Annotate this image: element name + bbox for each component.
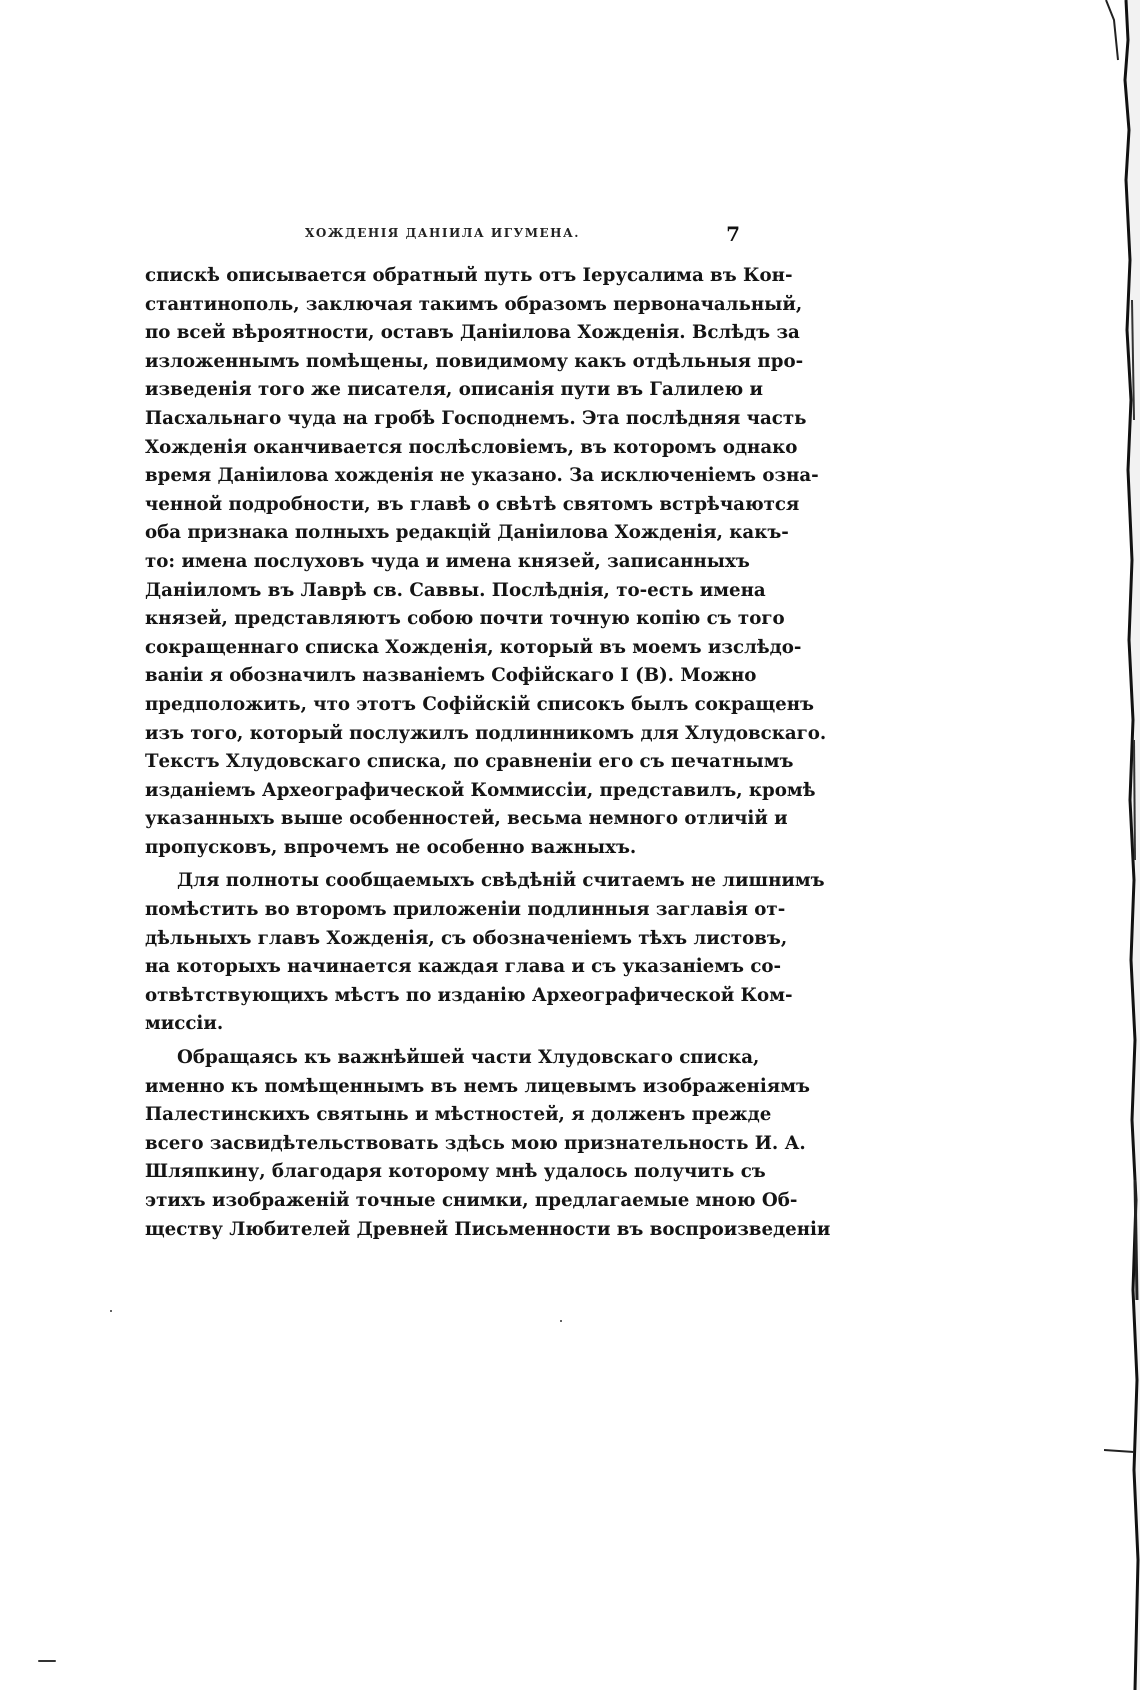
text-line: князей, представляютъ собою почти точную копію съ того bbox=[145, 608, 785, 630]
running-head bbox=[145, 222, 740, 246]
text-line: время Даніилова хожденія не указано. За исключеніемъ озна- bbox=[145, 465, 819, 487]
text-line: всего засвидѣтельствовать здѣсь мою признательность И. А. bbox=[145, 1132, 806, 1154]
text-line: дѣльныхъ главъ Хожденія, съ обозначеніемъ тѣхъ листовъ, bbox=[145, 927, 788, 949]
text-line: Для полноты сообщаемыхъ свѣдѣній считаемъ не лишнимъ bbox=[177, 870, 825, 892]
text-line: ченной подробности, въ главѣ о свѣтѣ святомъ встрѣчаются bbox=[145, 493, 800, 515]
text-line: отвѣтствующихъ мѣстъ по изданію Археографической Ком- bbox=[145, 984, 793, 1006]
text-line: Пасхальнаго чуда на гробѣ Господнемъ. Эта послѣдняя часть bbox=[145, 407, 807, 429]
text-line: то: имена послуховъ чуда и имена князей, записанныхъ bbox=[145, 550, 750, 572]
text-line: изъ того, который послужилъ подлинникомъ для Хлудовскаго. bbox=[145, 722, 827, 744]
scan-speck bbox=[110, 1310, 112, 1312]
scan-edge-graphic bbox=[1104, 0, 1140, 1690]
text-line: Даніиломъ въ Лаврѣ св. Саввы. Послѣднія, то-есть имена bbox=[145, 579, 766, 601]
text-line: изданіемъ Археографической Коммиссіи, представилъ, кромѣ bbox=[145, 779, 816, 801]
text-line: Хожденія оканчивается послѣсловіемъ, въ которомъ однако bbox=[145, 436, 798, 458]
paragraph-1 bbox=[145, 262, 827, 862]
text-block bbox=[145, 262, 831, 1244]
text-line: предположить, что этотъ Софійскій списокъ былъ сокращенъ bbox=[145, 693, 814, 715]
text-line: стантинополь, заключая такимъ образомъ первоначальный, bbox=[145, 293, 803, 315]
text-line: Шляпкину, благодаря которому мнѣ удалось получить съ bbox=[145, 1161, 766, 1183]
text-line: ваніи я обозначилъ названіемъ Софійскаго I (В). Можно bbox=[145, 665, 757, 687]
text-line: Текстъ Хлудовскаго списка, по сравненіи его съ печатнымъ bbox=[145, 751, 794, 773]
text-line: ществу Любителей Древней Письменности въ воспроизведеніи bbox=[145, 1218, 831, 1240]
text-line: помѣстить во второмъ приложеніи подлинныя заглавія от- bbox=[145, 899, 786, 921]
text-line: Обращаясь къ важнѣйшей части Хлудовскаго списка, bbox=[177, 1047, 760, 1069]
text-line: на которыхъ начинается каждая глава и съ указаніемъ со- bbox=[145, 956, 782, 978]
paragraph-3 bbox=[145, 1044, 831, 1244]
text-line: по всей вѣроятности, оставъ Даніилова Хожденія. Вслѣдъ за bbox=[145, 322, 800, 344]
text-line: указанныхъ выше особенностей, весьма немного отличій и bbox=[145, 808, 788, 830]
text-line: изведенія того же писателя, описанія пути въ Галилею и bbox=[145, 379, 763, 401]
text-line: спискѣ описывается обратный путь отъ Іерусалима въ Кон- bbox=[145, 265, 793, 286]
running-title: ХОЖДЕНІЯ ДАНІИЛА ИГУМЕНА. bbox=[305, 226, 580, 240]
text-line: именно къ помѣщеннымъ въ немъ лицевымъ изображеніямъ bbox=[145, 1075, 810, 1097]
text-line: Палестинскихъ святынь и мѣстностей, я долженъ прежде bbox=[145, 1104, 772, 1126]
text-line: изложеннымъ помѣщены, повидимому какъ отдѣльныя про- bbox=[145, 350, 804, 372]
text-line: миссіи. bbox=[145, 1013, 224, 1035]
text-line: оба признака полныхъ редакцій Даніилова Хожденія, какъ- bbox=[145, 522, 789, 544]
paragraph-2 bbox=[145, 867, 825, 1039]
text-line: пропусковъ, впрочемъ не особенно важныхъ. bbox=[145, 836, 637, 858]
page-number: 7 bbox=[726, 222, 740, 246]
text-line: сокращеннаго списка Хожденія, который въ моемъ изслѣдо- bbox=[145, 636, 802, 658]
scan-speck bbox=[38, 1660, 56, 1662]
text-line: этихъ изображеній точные снимки, предлагаемые мною Об- bbox=[145, 1190, 798, 1211]
scan-speck bbox=[560, 1320, 562, 1322]
scan-edge bbox=[1104, 0, 1140, 1690]
